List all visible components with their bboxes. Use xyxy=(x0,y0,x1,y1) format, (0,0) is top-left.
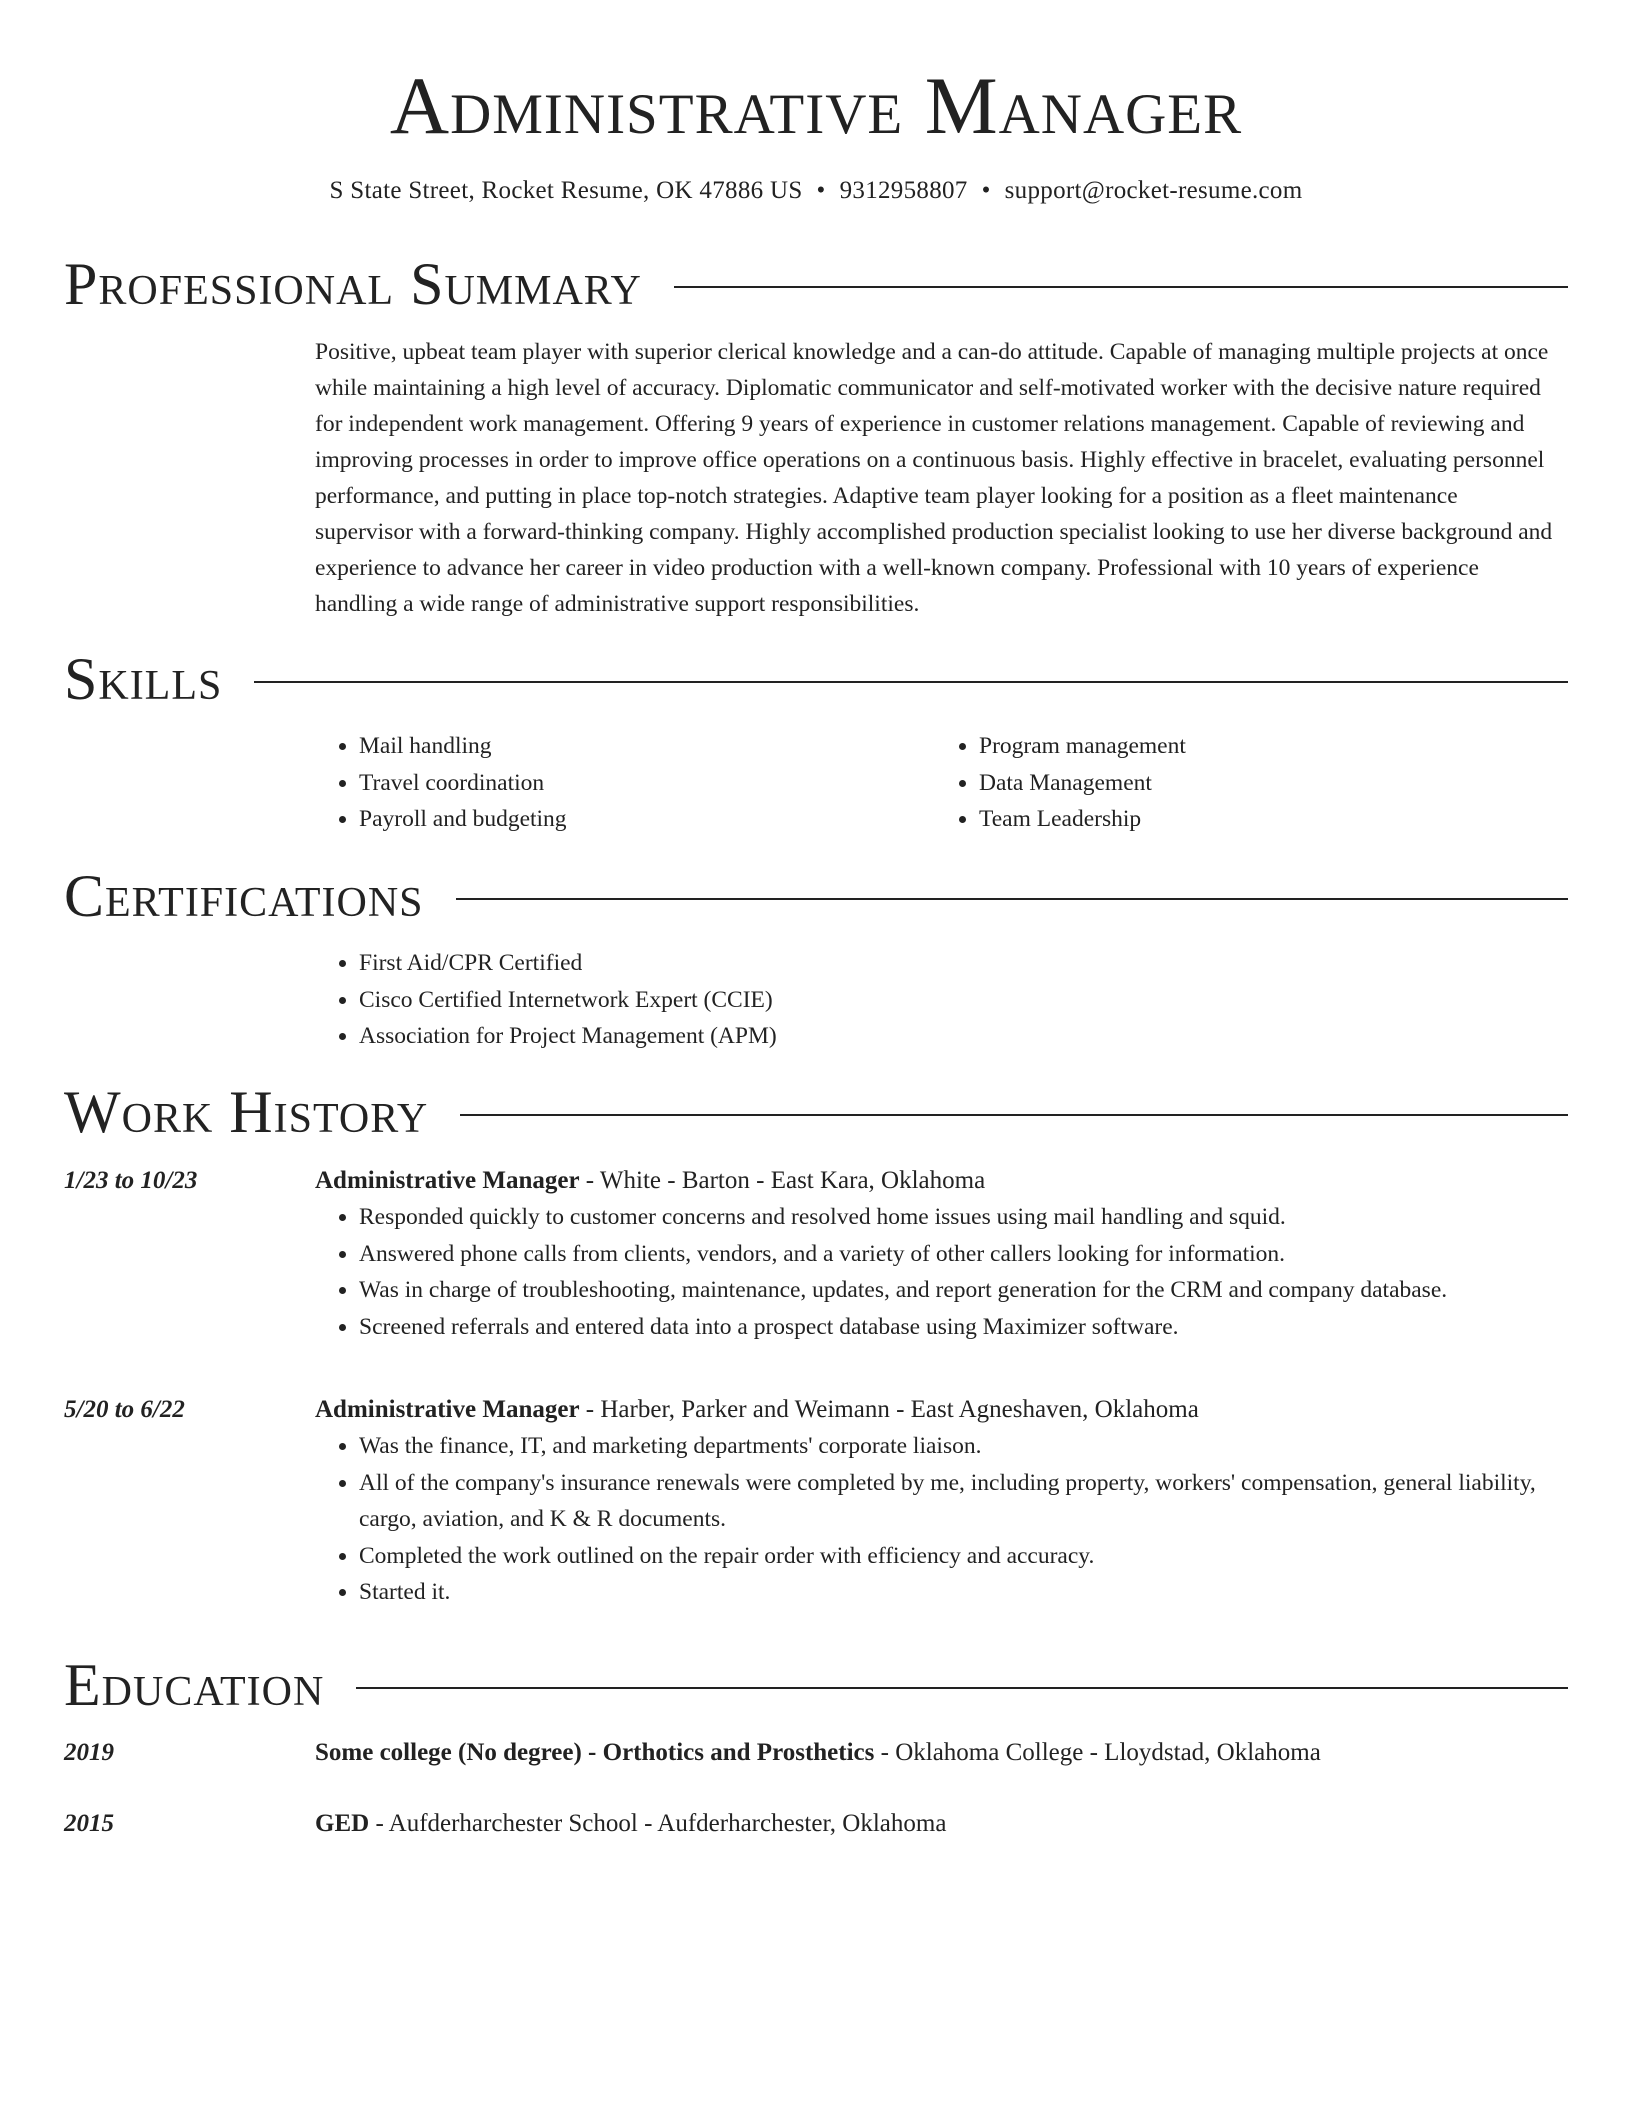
job-bullet: • Answered phone calls from clients, vendors, and a variety of other callers looking for information. xyxy=(359,1236,1555,1273)
section-title: Work History xyxy=(64,1079,429,1145)
education-entry xyxy=(315,1806,1555,1842)
skills-column-left xyxy=(315,728,935,838)
section-professional-summary xyxy=(64,252,1568,316)
skill-item: • Team Leadership xyxy=(979,801,1555,838)
contact-separator: • xyxy=(981,177,991,204)
summary-block xyxy=(315,334,1555,622)
job-employer: - Harber, Parker and Weimann - East Agneshaven, Oklahoma xyxy=(579,1396,1199,1423)
section-skills xyxy=(64,647,1568,711)
section-divider xyxy=(254,681,1568,683)
education-degree: GED xyxy=(315,1810,370,1837)
skills-list xyxy=(315,728,1555,838)
education-school: - Oklahoma College - Lloydstad, Oklahoma xyxy=(874,1739,1321,1766)
job-bullet: • Screened referrals and entered data into a prospect database using Maximizer software. xyxy=(359,1309,1555,1346)
section-divider xyxy=(460,1114,1568,1116)
job-bullet: • Responded quickly to customer concerns and resolved home issues using mail handling and squid. xyxy=(359,1199,1555,1236)
certification-item: • Cisco Certified Internetwork Expert (CCIE) xyxy=(359,982,1555,1019)
contact-separator: • xyxy=(816,177,826,204)
job-bullet: • Was the finance, IT, and marketing departments' corporate liaison. xyxy=(359,1428,1555,1465)
skill-item: • Program management xyxy=(979,728,1555,765)
education-year: 2015 xyxy=(64,1810,114,1837)
section-divider xyxy=(456,898,1568,900)
skill-item: • Travel coordination xyxy=(359,765,935,802)
skill-item: • Mail handling xyxy=(359,728,935,765)
job-bullets xyxy=(315,1428,1555,1611)
section-work-history xyxy=(64,1080,1568,1144)
skill-item: • Data Management xyxy=(979,765,1555,802)
contact-email: support@rocket-resume.com xyxy=(1004,177,1303,204)
resume-name: Administrative Manager xyxy=(389,60,1243,151)
section-title: Professional Summary xyxy=(64,251,642,317)
section-divider xyxy=(674,286,1568,288)
job-title: Administrative Manager xyxy=(315,1396,580,1423)
job-bullets xyxy=(315,1199,1555,1345)
section-title: Education xyxy=(64,1652,325,1718)
job-bullet: • All of the company's insurance renewals were completed by me, including property, workers' compensation, general liability, cargo, aviation, and K & R documents. xyxy=(359,1465,1555,1538)
education-entry xyxy=(315,1735,1555,1771)
job-employer: - White - Barton - East Kara, Oklahoma xyxy=(579,1167,986,1194)
education-degree: Some college (No degree) - Orthotics and Prosthetics xyxy=(315,1739,875,1766)
job-dates: 1/23 to 10/23 xyxy=(64,1167,198,1194)
job-entry xyxy=(315,1163,1555,1345)
contact-phone: 9312958807 xyxy=(839,177,968,204)
section-title: Skills xyxy=(64,646,223,712)
education-school: - Aufderharchester School - Aufderharchester, Oklahoma xyxy=(369,1810,947,1837)
job-title-line xyxy=(315,1163,1555,1199)
skills-column-right xyxy=(935,728,1555,838)
section-title: Certifications xyxy=(64,863,424,929)
job-bullet: • Completed the work outlined on the repair order with efficiency and accuracy. xyxy=(359,1538,1555,1575)
job-dates: 5/20 to 6/22 xyxy=(64,1396,185,1423)
certification-item: • First Aid/CPR Certified xyxy=(359,945,1555,982)
job-title: Administrative Manager xyxy=(315,1167,580,1194)
section-divider xyxy=(356,1687,1568,1689)
contact-address: S State Street, Rocket Resume, OK 47886 US xyxy=(329,177,803,204)
job-bullet: • Started it. xyxy=(359,1574,1555,1611)
contact-line xyxy=(64,174,1568,208)
section-education xyxy=(64,1653,1568,1717)
skill-item: • Payroll and budgeting xyxy=(359,801,935,838)
summary-text: Positive, upbeat team player with superior clerical knowledge and a can-do attitude. Capable of managing multiple projects at once while maintaining a high level of accuracy. Diplomatic communicator and self-motivated worker with the decisive nature required for independent work management. Offering 9 years of experience in customer relations management. Capable of reviewing and improving processes in order to improve office operations on a continuous basis. Highly effective in bracelet, evaluating personnel performance, and putting in place top-notch strategies. Adaptive team player looking for a position as a fleet maintenance supervisor with a forward-thinking company. Highly accomplished production specialist looking to use her diverse background and experience to advance her career in video production with a well-known company. Professional with 10 years of experience handling a wide range of administrative support responsibilities. xyxy=(315,339,1553,617)
education-year: 2019 xyxy=(64,1739,114,1766)
job-title-line xyxy=(315,1392,1555,1428)
certification-item: • Association for Project Management (APM) xyxy=(359,1018,1555,1055)
job-bullet: • Was in charge of troubleshooting, maintenance, updates, and report generation for the CRM and company database. xyxy=(359,1272,1555,1309)
certifications-list xyxy=(315,945,1555,1055)
section-certifications xyxy=(64,864,1568,928)
job-entry xyxy=(315,1392,1555,1611)
